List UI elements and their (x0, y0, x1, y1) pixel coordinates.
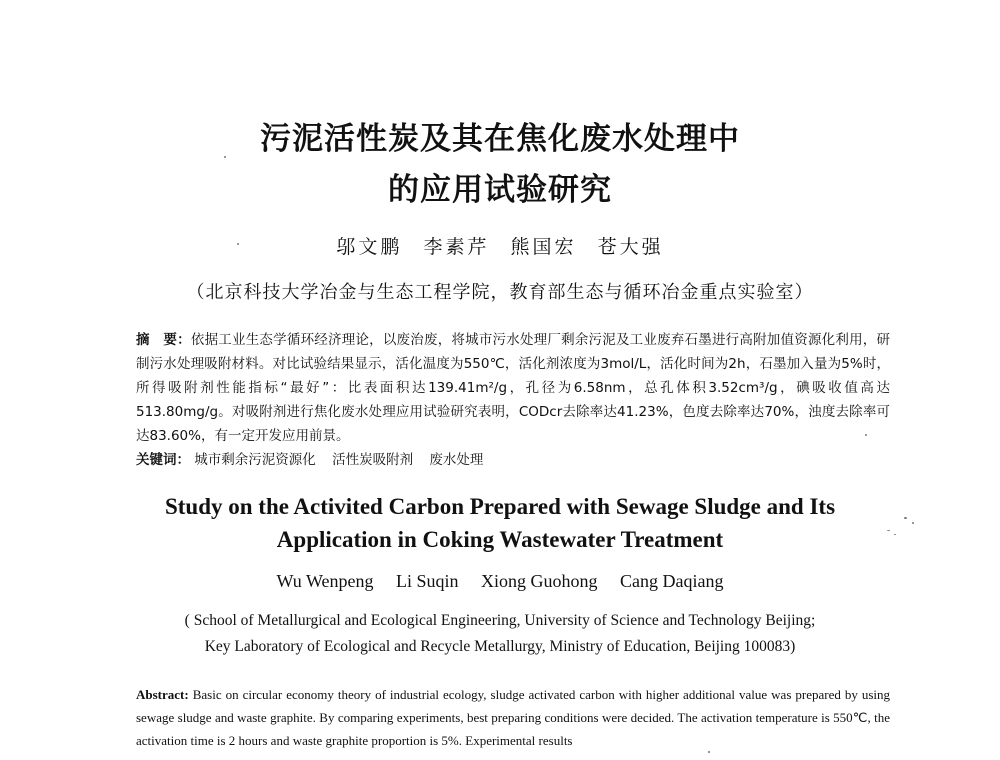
scan-speck (708, 751, 710, 753)
chinese-title-line-1: 污泥活性炭及其在焦化废水处理中 (260, 121, 740, 157)
scan-speck (865, 434, 867, 436)
english-abstract-text: Basic on circular economy theory of industrial ecology, sludge activated carbon with higher additional value was prepared by using sewage sludge and waste graphite. By comparing experiments, best preparing conditions were decided. The activation temperature is 550℃, the activation time is 2 hours and waste graphite proportion is 5%. Experimental results (136, 687, 890, 748)
chinese-authors (0, 232, 1000, 259)
chinese-abstract-text: 依据工业生态学循环经济理论，以废治废，将城市污水处理厂剩余污泥及工业废弃石墨进行高附加值资源化利用，研制污水处理吸附材料。对比试验结果显示，活化温度为550℃，活化剂浓度为3mol/L，活化时间为2h，石墨加入量为5%时，所得吸附剂性能指标“最好”：比表面积达139.41m²/g，孔径为6.58nm，总孔体积3.52cm³/g，碘吸收值高达513.80mg/g。对吸附剂进行焦化废水处理应用试验研究表明，CODcr去除率达41.23%，色度去除率达70%，浊度去除率可达83.60%，有一定开发应用前景。 (136, 332, 891, 444)
chinese-author: 熊国宏 (510, 236, 577, 258)
chinese-affiliation: （北京科技大学冶金与生态工程学院，教育部生态与循环冶金重点实验室） (186, 282, 814, 303)
scan-speck (237, 243, 239, 245)
english-author: Wu Wenpeng (276, 571, 374, 591)
english-author: Cang Daqiang (620, 571, 724, 591)
english-abstract (136, 683, 890, 752)
chinese-abstract (136, 328, 890, 448)
chinese-author: 李素芹 (423, 236, 490, 258)
chinese-author: 苍大强 (597, 236, 664, 258)
scan-speck (887, 530, 890, 531)
scan-speck (224, 156, 226, 158)
chinese-keywords (136, 449, 890, 471)
scan-speck (904, 517, 907, 519)
chinese-author: 邬文鹏 (336, 236, 403, 258)
english-authors (0, 571, 1000, 592)
english-title-line-2: Application in Coking Wastewater Treatment (276, 527, 724, 552)
english-abstract-label: Abstract: (136, 687, 189, 702)
english-author: Li Suqin (395, 571, 459, 591)
chinese-title-line-2: 的应用试验研究 (388, 172, 612, 208)
english-affiliation-line-2: Key Laboratory of Ecological and Recycle Metallurgy, Ministry of Education, Beijing 100083) (204, 638, 796, 655)
english-title-line-1: Study on the Activited Carbon Prepared with Sewage Sludge and Its (164, 494, 836, 519)
scan-speck (912, 522, 914, 524)
english-affiliation-line-1: ( School of Metallurgical and Ecological Engineering, University of Science and Technology Beijing; (184, 612, 816, 629)
keyword: 活性炭吸附剂 (332, 452, 414, 468)
scan-speck (894, 534, 896, 535)
chinese-abstract-label: 摘 要： (136, 332, 191, 348)
chinese-keywords-label: 关键词： (136, 452, 190, 468)
keyword: 城市剩余污泥资源化 (194, 452, 316, 468)
keyword: 废水处理 (429, 452, 484, 468)
english-author: Xiong Guohong (481, 571, 598, 591)
